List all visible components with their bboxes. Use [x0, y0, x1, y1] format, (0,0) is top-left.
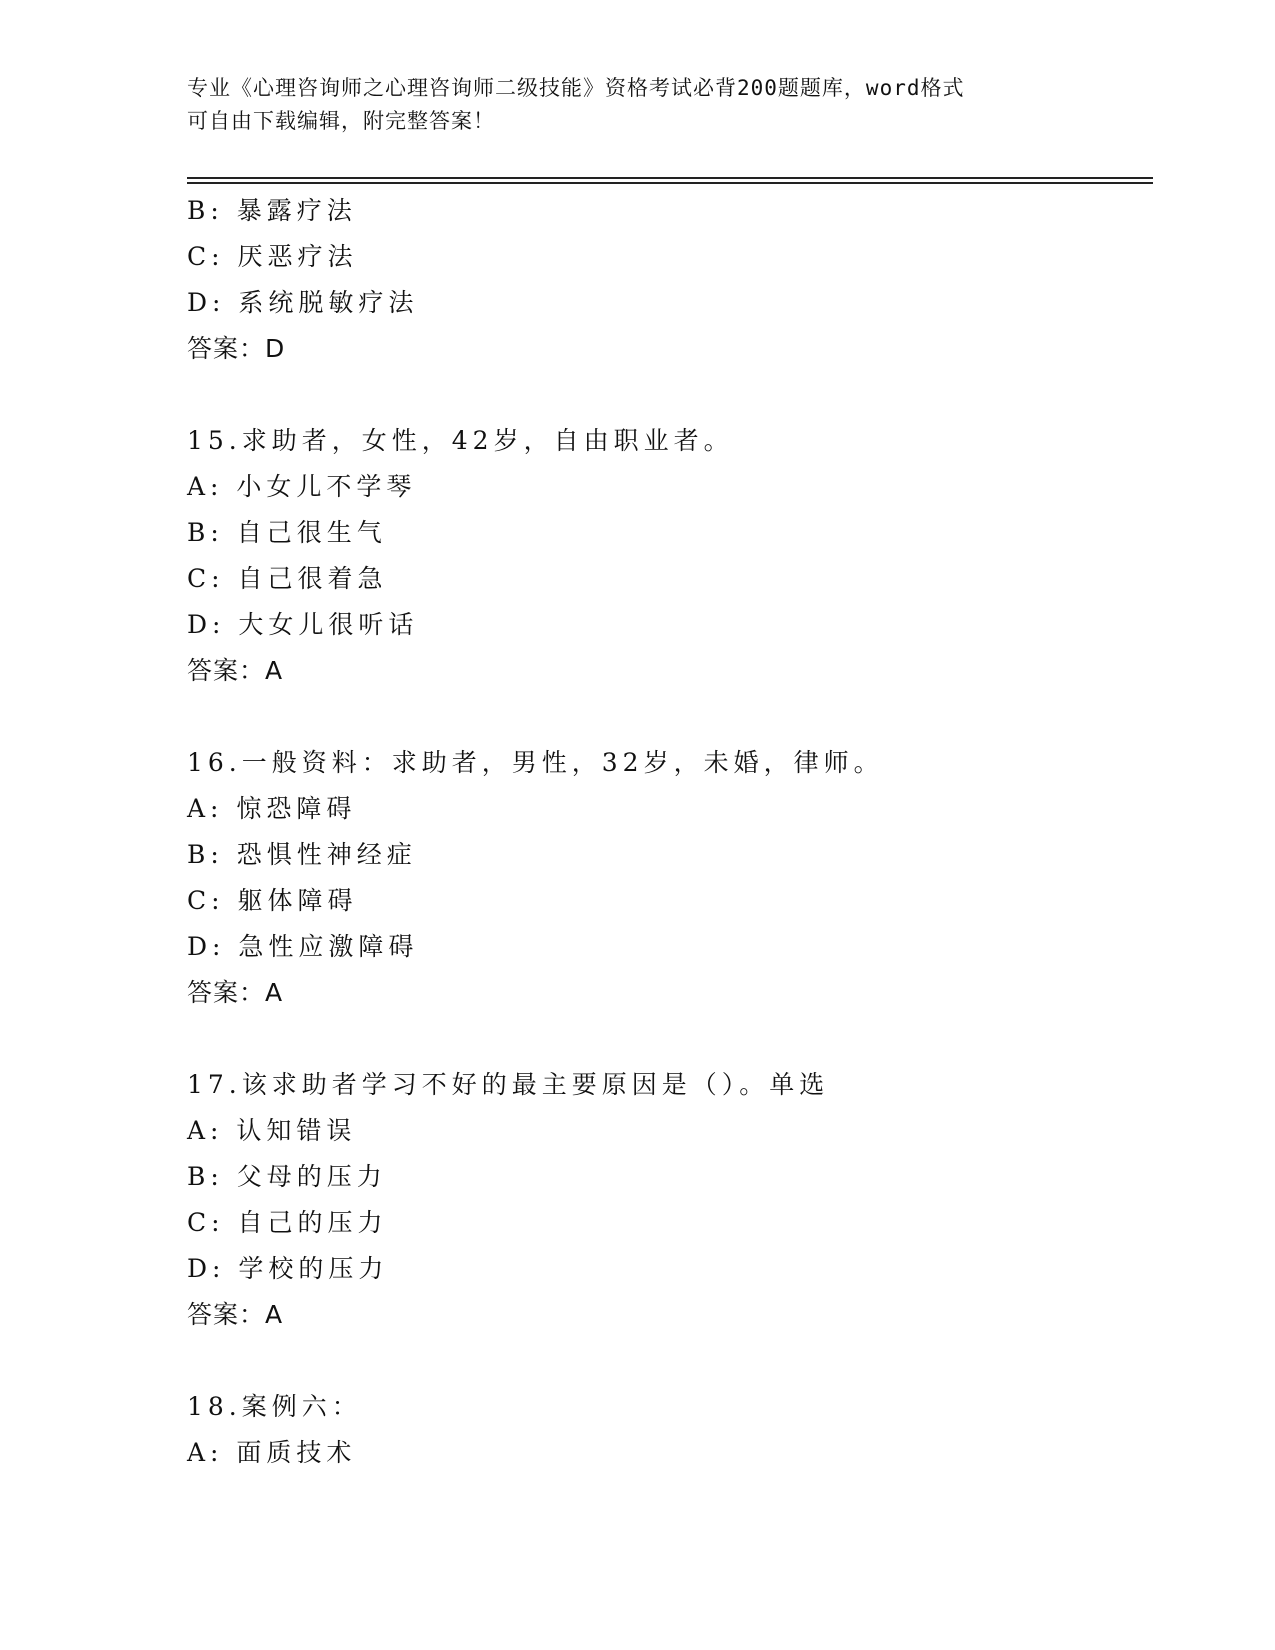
option-a: A: 面质技术	[187, 1438, 357, 1467]
question-16	[187, 740, 1147, 1016]
option-c: C: 自己的压力	[187, 1208, 388, 1237]
question-14-continued	[187, 188, 1147, 372]
option-d: D: 急性应激障碍	[187, 932, 419, 961]
spacer	[187, 1016, 1147, 1062]
header-divider-bottom	[187, 182, 1153, 184]
answer-line: 答案：A	[187, 656, 284, 685]
option-b: B: 恐惧性神经症	[187, 840, 417, 869]
spacer	[187, 1338, 1147, 1384]
document-header	[187, 72, 1067, 138]
option-d: D: 学校的压力	[187, 1254, 389, 1283]
header-divider-top	[187, 177, 1153, 179]
header-title-line-2: 可自由下载编辑，附完整答案！	[187, 109, 495, 133]
option-c: C: 自己很着急	[187, 564, 388, 593]
question-list	[187, 188, 1147, 1476]
answer-line: 答案：A	[187, 1300, 284, 1329]
option-d: D: 系统脱敏疗法	[187, 288, 419, 317]
question-text: 17.该求助者学习不好的最主要原因是（）。单选	[187, 1070, 830, 1099]
spacer	[187, 372, 1147, 418]
header-title-line-1: 专业《心理咨询师之心理咨询师二级技能》资格考试必背200题题库，word格式	[187, 76, 965, 100]
option-a: A: 小女儿不学琴	[187, 472, 417, 501]
answer-line: 答案：A	[187, 978, 284, 1007]
question-15	[187, 418, 1147, 694]
option-c: C: 躯体障碍	[187, 886, 358, 915]
option-b: B: 父母的压力	[187, 1162, 387, 1191]
question-text: 16.一般资料：求助者，男性，32岁，未婚，律师。	[187, 748, 884, 777]
question-text: 15.求助者，女性，42岁，自由职业者。	[187, 426, 734, 455]
question-17	[187, 1062, 1147, 1338]
option-c: C: 厌恶疗法	[187, 242, 358, 271]
option-b: B: 自己很生气	[187, 518, 387, 547]
option-d: D: 大女儿很听话	[187, 610, 419, 639]
answer-line: 答案：D	[187, 334, 286, 363]
question-18	[187, 1384, 1147, 1476]
option-a: A: 惊恐障碍	[187, 794, 357, 823]
option-a: A: 认知错误	[187, 1116, 357, 1145]
spacer	[187, 694, 1147, 740]
option-b: B: 暴露疗法	[187, 196, 357, 225]
question-text: 18.案例六：	[187, 1392, 362, 1421]
